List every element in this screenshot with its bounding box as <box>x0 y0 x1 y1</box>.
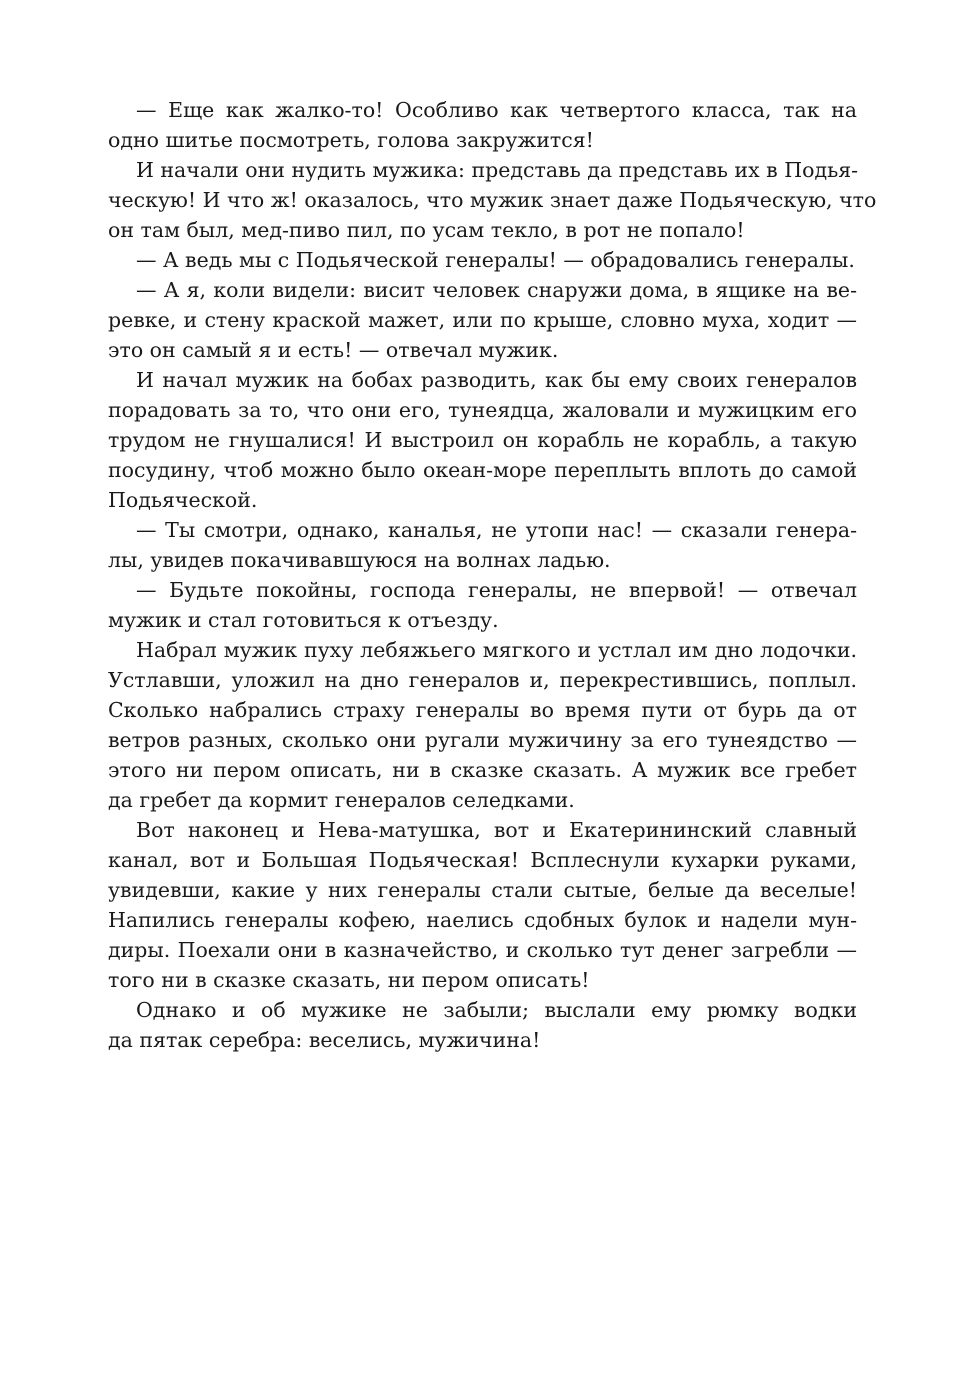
paragraph <box>108 275 857 365</box>
text-line: Вот наконец и Нева-матушка, вот и Екатерининский славный <box>136 818 857 842</box>
paragraph <box>108 815 857 995</box>
paragraph <box>108 245 857 275</box>
text-line: посудину, чтоб можно было океан-море переплыть вплоть до самой <box>108 458 857 482</box>
text-line: одно шитье посмотреть, голова закружится! <box>108 128 594 152</box>
text-line: — Ты смотри, однако, каналья, не утопи нас! — сказали генера- <box>136 518 857 542</box>
text-line: мужик и стал готовиться к отъезду. <box>108 608 499 632</box>
text-line: Набрал мужик пуху лебяжьего мягкого и устлал им дно лодочки. <box>136 638 857 662</box>
paragraph <box>108 995 857 1055</box>
text-line: — А ведь мы с Подьяческой генералы! — обрадовались генералы. <box>136 248 855 272</box>
text-line: диры. Поехали они в казначейство, и сколько тут денег загребли — <box>108 938 857 962</box>
text-line: канал, вот и Большая Подьяческая! Всплеснули кухарки руками, <box>108 848 857 872</box>
text-line: Напились генералы кофею, наелись сдобных булок и надели мун- <box>108 908 857 932</box>
text-line: — Будьте покойны, господа генералы, не впервой! — отвечал <box>136 578 857 602</box>
story-text <box>108 95 877 1055</box>
text-line: этого ни пером описать, ни в сказке сказать. А мужик все гребет <box>108 758 857 782</box>
text-line: да пятак серебра: веселись, мужичина! <box>108 1028 541 1052</box>
text-line: ческую! И что ж! оказалось, что мужик знает даже Подьяческую, что <box>108 188 877 212</box>
text-line: того ни в сказке сказать, ни пером описать! <box>108 968 590 992</box>
text-line: это он самый я и есть! — отвечал мужик. <box>108 338 559 362</box>
paragraph <box>108 155 877 245</box>
text-line: И начал мужик на бобах разводить, как бы ему своих генералов <box>136 368 857 392</box>
text-line: трудом не гнушалися! И выстроил он корабль не корабль, а такую <box>108 428 857 452</box>
text-line: Однако и об мужике не забыли; выслали ему рюмку водки <box>136 998 857 1022</box>
text-line: ревке, и стену краской мажет, или по крыше, словно муха, ходит — <box>108 308 857 332</box>
text-line: да гребет да кормит генералов селедками. <box>108 788 575 812</box>
text-line: И начали они нудить мужика: представь да представь их в Подья- <box>136 158 859 182</box>
text-line: Сколько набрались страху генералы во время пути от бурь да от <box>108 698 857 722</box>
text-line: увидевши, какие у них генералы стали сытые, белые да веселые! <box>108 878 857 902</box>
text-line: порадовать за то, что они его, тунеядца, жаловали и мужицким его <box>108 398 857 422</box>
paragraph <box>108 365 857 515</box>
text-line: — А я, коли видели: висит человек снаружи дома, в ящике на ве- <box>136 278 857 302</box>
paragraph <box>108 635 857 815</box>
text-line: он там был, мед-пиво пил, по усам текло, в рот не попало! <box>108 218 745 242</box>
paragraph <box>108 515 857 575</box>
text-line: Устлавши, уложил на дно генералов и, перекрестившись, поплыл. <box>108 668 857 692</box>
paragraph <box>108 575 857 635</box>
text-line: ветров разных, сколько они ругали мужичину за его тунеядство — <box>108 728 857 752</box>
paragraph <box>108 95 857 155</box>
text-line: — Еще как жалко-то! Особливо как четвертого класса, так на <box>136 98 857 122</box>
text-line: лы, увидев покачивавшуюся на волнах ладью. <box>108 548 611 572</box>
text-line: Подьяческой. <box>108 488 258 512</box>
